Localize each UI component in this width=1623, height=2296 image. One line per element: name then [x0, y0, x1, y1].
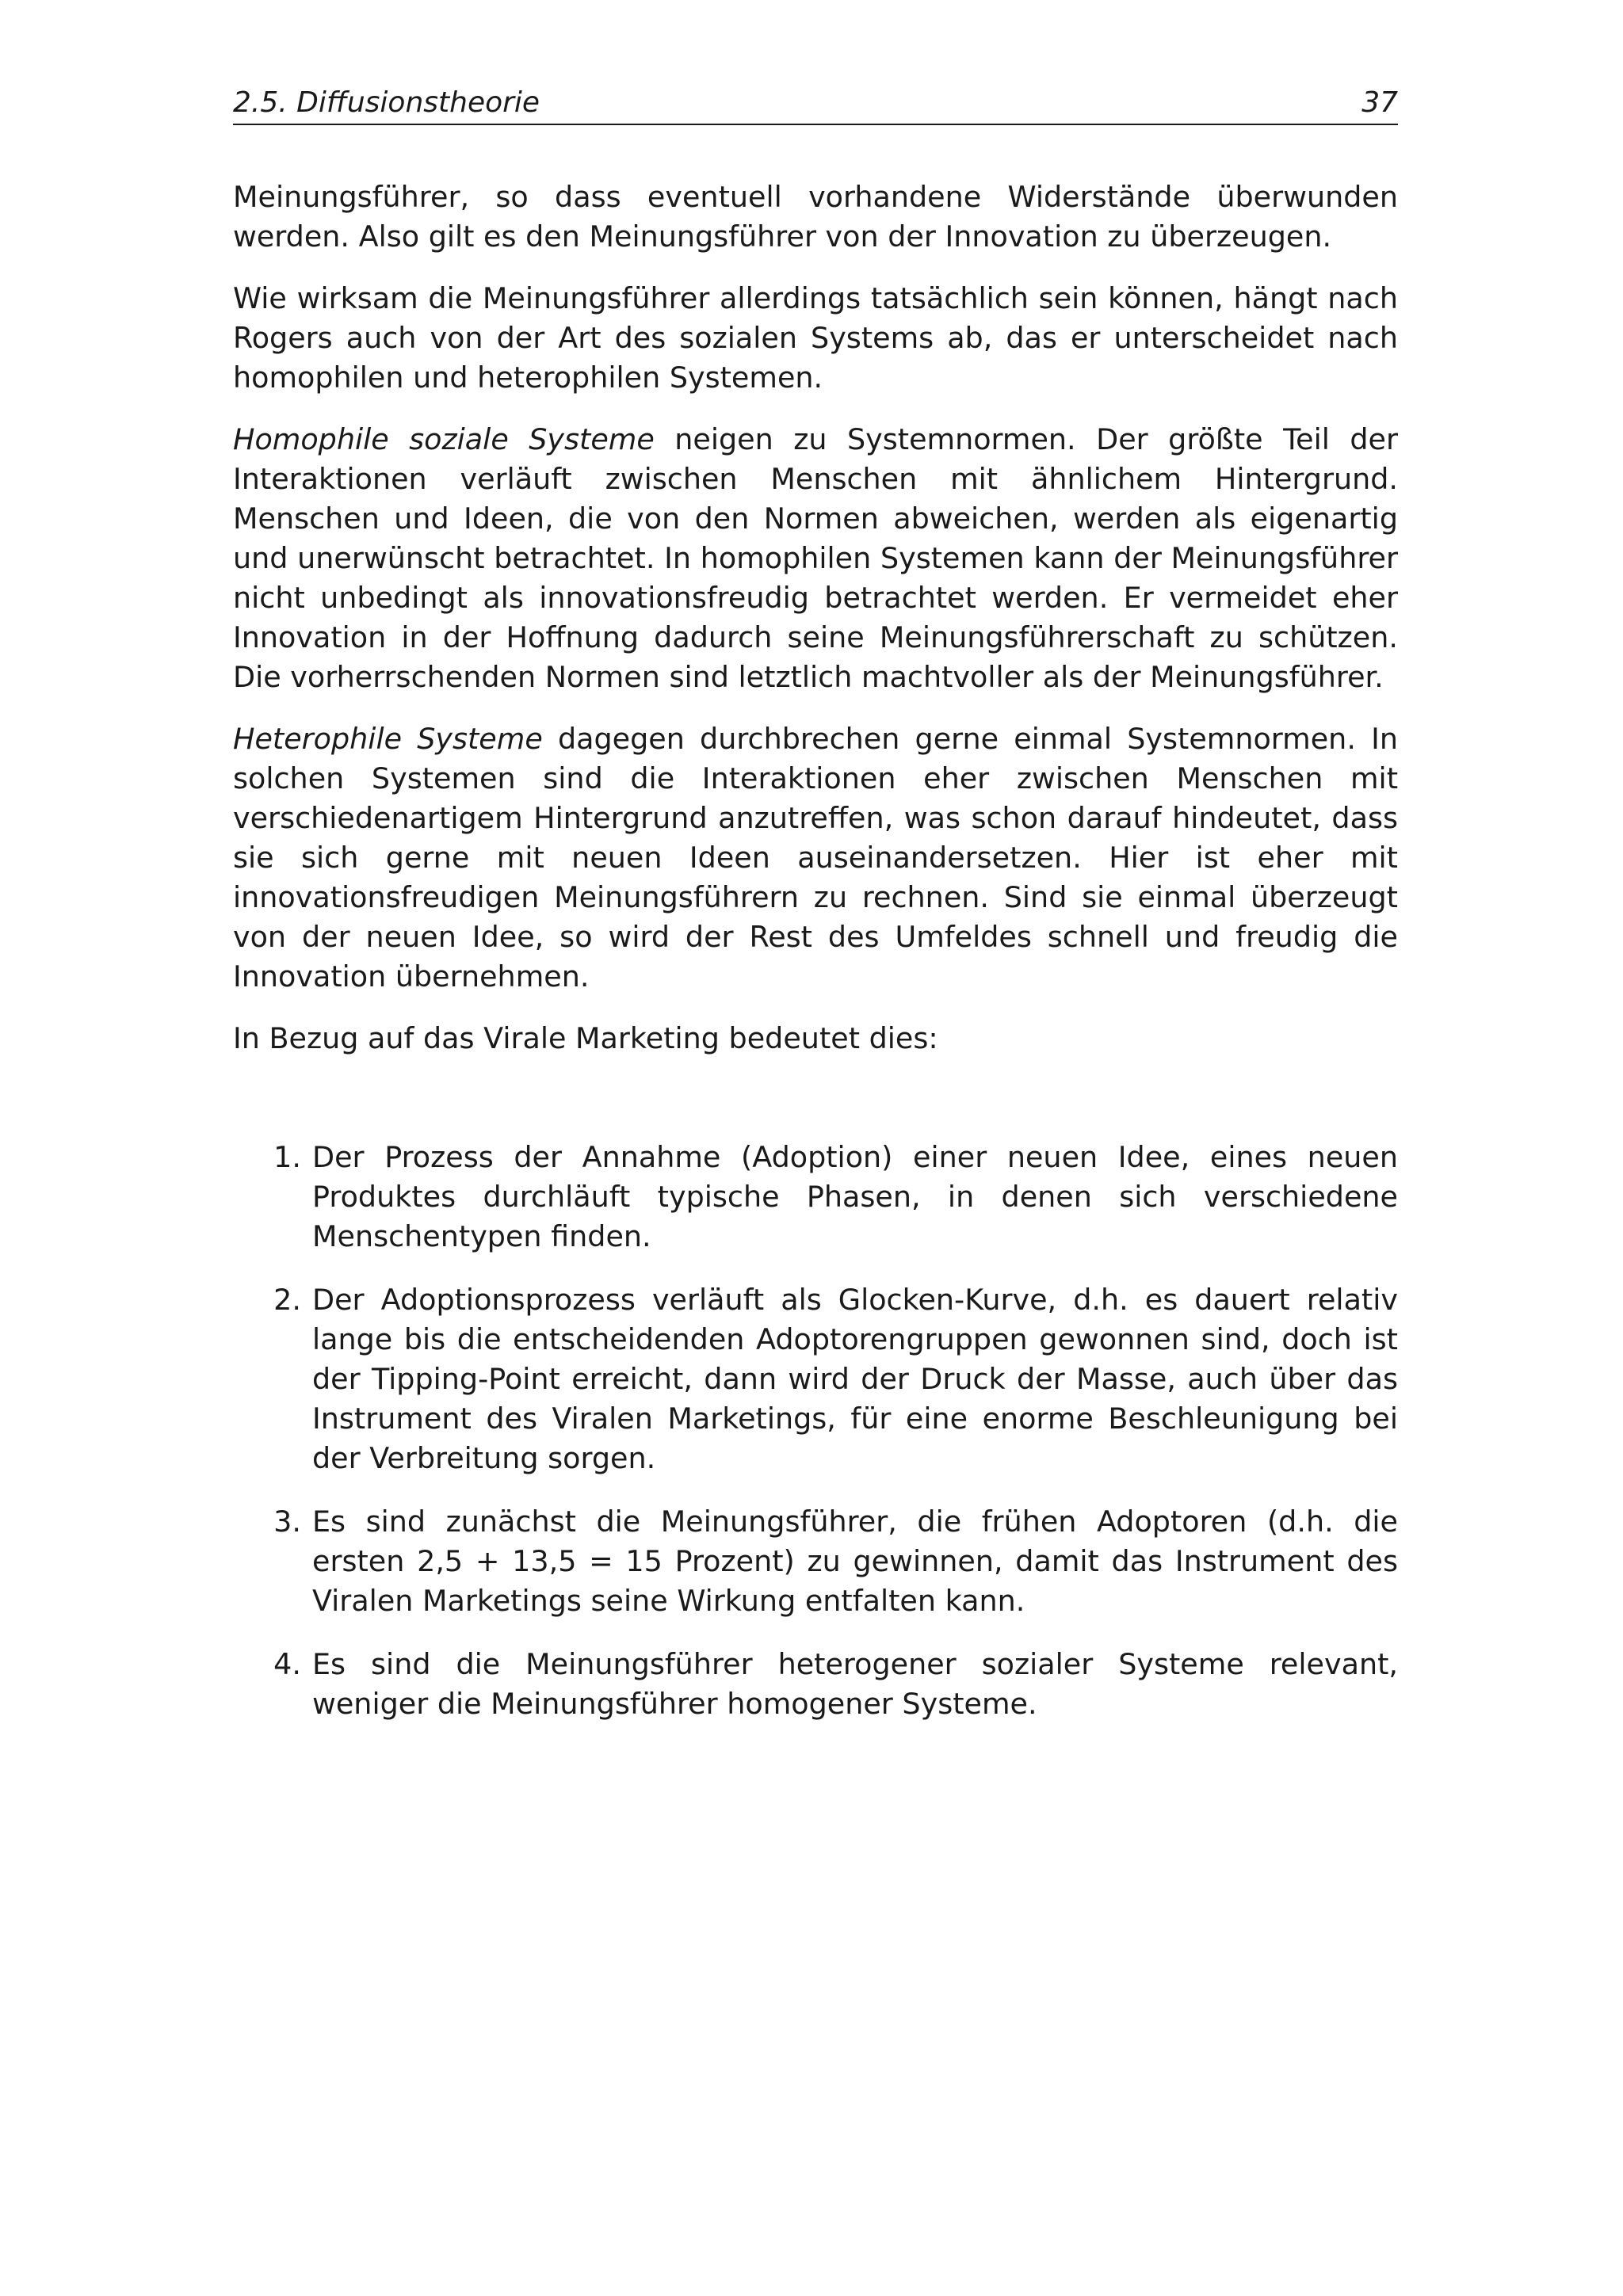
list-item-number: 4.: [273, 1647, 301, 1681]
header-section-title: 2.5. Diffusionstheorie: [233, 86, 540, 119]
list-item-text: Der Prozess der Annahme (Adoption) einer neuen Idee, eines neuen Produktes durchläuft typische Phasen, in denen sich verschiedene Menschentypen finden.: [312, 1140, 1398, 1253]
list-item-number: 2.: [273, 1283, 301, 1317]
paragraph-3: [233, 420, 1398, 697]
term-heterophile: Heterophile Systeme: [233, 722, 543, 756]
body-text: [233, 177, 1398, 1748]
paragraph-5: In Bezug auf das Virale Marketing bedeutet dies:: [233, 1021, 938, 1055]
list-item: [273, 1280, 1398, 1478]
list-item-text: Es sind zunächst die Meinungsführer, die frühen Adoptoren (d.h. die ersten 2,5 + 13,5 = 15 Prozent) zu gewinnen, damit das Instrument des Viralen Marketings seine Wirkung entfalten kann.: [312, 1505, 1398, 1618]
paragraph-1: Meinungsführer, so dass eventuell vorhandene Widerstände überwunden werden. Also gilt es den Meinungsführer von der Innovation zu überzeugen.: [233, 180, 1398, 254]
list-item: [273, 1645, 1398, 1724]
running-header: [233, 82, 1398, 125]
numbered-list: [233, 1138, 1398, 1724]
list-item: [273, 1502, 1398, 1621]
paragraph-3-text: neigen zu Systemnormen. Der größte Teil der Interaktionen verläuft zwischen Menschen mit ähnlichem Hintergrund. Menschen und Ideen, die von den Normen abweichen, werden als eigenartig und unerwünscht betrachtet. In homophilen Systemen kann der Meinungsführer nicht unbedingt als innovationsfreudig betrachtet werden. Er vermeidet eher Innovation in der Hoffnung dadurch seine Meinungsführerschaft zu schützen. Die vorherrschenden Normen sind letztlich machtvoller als der Meinungsführer.: [233, 422, 1398, 694]
term-homophile: Homophile soziale Systeme: [233, 422, 655, 456]
paragraph-4-text: dagegen durchbrechen gerne einmal Systemnormen. In solchen Systemen sind die Interaktionen eher zwischen Menschen mit verschiedenartigem Hintergrund anzutreffen, was schon darauf hindeutet, dass sie sich gerne mit neuen Ideen auseinandersetzen. Hier ist eher mit innovationsfreudigen Meinungsführern zu rechnen. Sind sie einmal überzeugt von der neuen Idee, so wird der Rest des Umfeldes schnell und freudig die Innovation übernehmen.: [233, 722, 1398, 994]
paragraph-4: [233, 719, 1398, 997]
header-page-number: 37: [1361, 86, 1398, 119]
list-item-number: 1.: [273, 1140, 301, 1174]
list-item-text: Es sind die Meinungsführer heterogener sozialer Systeme relevant, weniger die Meinungsführer homogener Systeme.: [312, 1647, 1398, 1721]
list-item-number: 3.: [273, 1505, 301, 1539]
list-item-text: Der Adoptionsprozess verläuft als Glocken-Kurve, d.h. es dauert relativ lange bis die entscheidenden Adoptorengruppen gewonnen sind, doch ist der Tipping-Point erreicht, dann wird der Druck der Masse, auch über das Instrument des Viralen Marketings, für eine enorme Beschleunigung bei der Verbreitung sorgen.: [312, 1283, 1398, 1475]
paragraph-2: Wie wirksam die Meinungsführer allerdings tatsächlich sein können, hängt nach Rogers auch von der Art des sozialen Systems ab, das er unterscheidet nach homophilen und heterophilen Systemen.: [233, 281, 1398, 395]
list-item: [273, 1138, 1398, 1257]
